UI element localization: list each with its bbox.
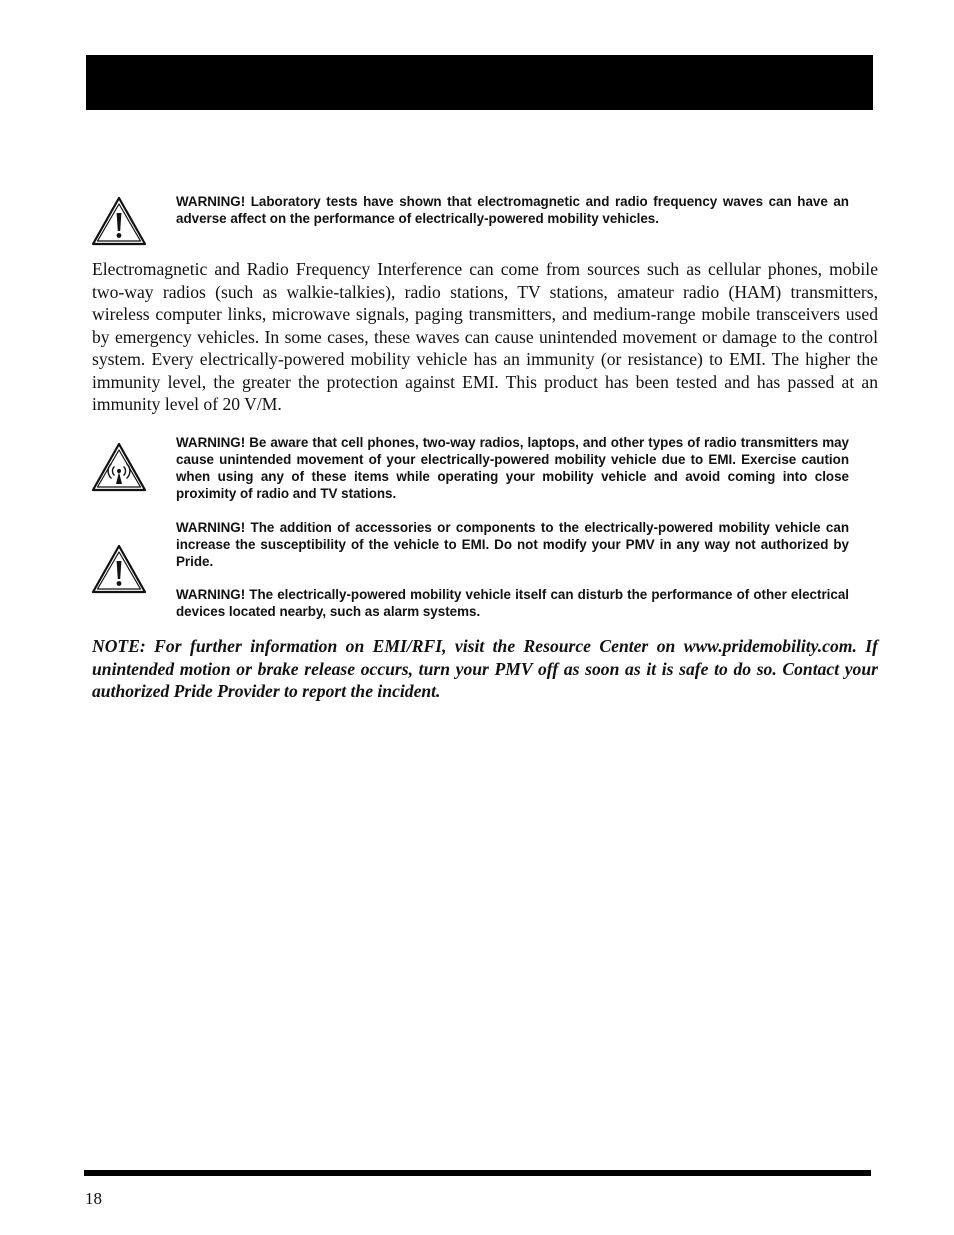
exclamation-triangle-icon [90, 195, 148, 247]
warning-text-3: WARNING! The addition of accessories or components to the electrically-powered mobility vehicle can increase the susceptibility of the vehicle to EMI. Do not modify your PMV in any way not authorized by Pride. [176, 520, 849, 569]
body-paragraph: Electromagnetic and Radio Frequency Interference can come from sources such as cellular phones, mobile two-way radios (such as walkie-talkies), radio stations, TV stations, amateur radio (HAM) transmitters, wireless computer links, microwave signals, paging transmitters, and medium-range mobile transceivers used by emergency vehicles. In some cases, these waves can cause unintended movement or damage to the control system. Every electrically-powered mobility vehicle has an immunity (or resistance) to EMI. The higher the immunity level, the greater the protection against EMI. This product has been tested and has passed at an immunity level of 20 V/M. [92, 259, 878, 414]
header-bar [86, 55, 873, 110]
warning-text-4: WARNING! The electrically-powered mobility vehicle itself can disturb the performance of other electrical devices located nearby, such as alarm systems. [176, 587, 849, 619]
warning-text-1: WARNING! Laboratory tests have shown that electromagnetic and radio frequency waves can have an adverse affect on the performance of electrically-powered mobility vehicles. [176, 194, 849, 226]
note-paragraph: NOTE: For further information on EMI/RFI, visit the Resource Center on www.pridemobility.com. If unintended motion or brake release occurs, turn your PMV off as soon as it is safe to do so. Contact your authorized Pride Provider to report the incident. [92, 636, 878, 701]
page-number: 18 [85, 1189, 102, 1208]
exclamation-triangle-icon [90, 543, 148, 595]
warning-text-2: WARNING! Be aware that cell phones, two-way radios, laptops, and other types of radio transmitters may cause unintended movement of your electrically-powered mobility vehicle due to EMI. Exercise caution when using any of these items while operating your mobility vehicle and avoid coming into close proximity of radio and TV stations. [176, 435, 849, 501]
radio-transmitter-triangle-icon [90, 441, 148, 493]
footer-rule [84, 1170, 871, 1176]
